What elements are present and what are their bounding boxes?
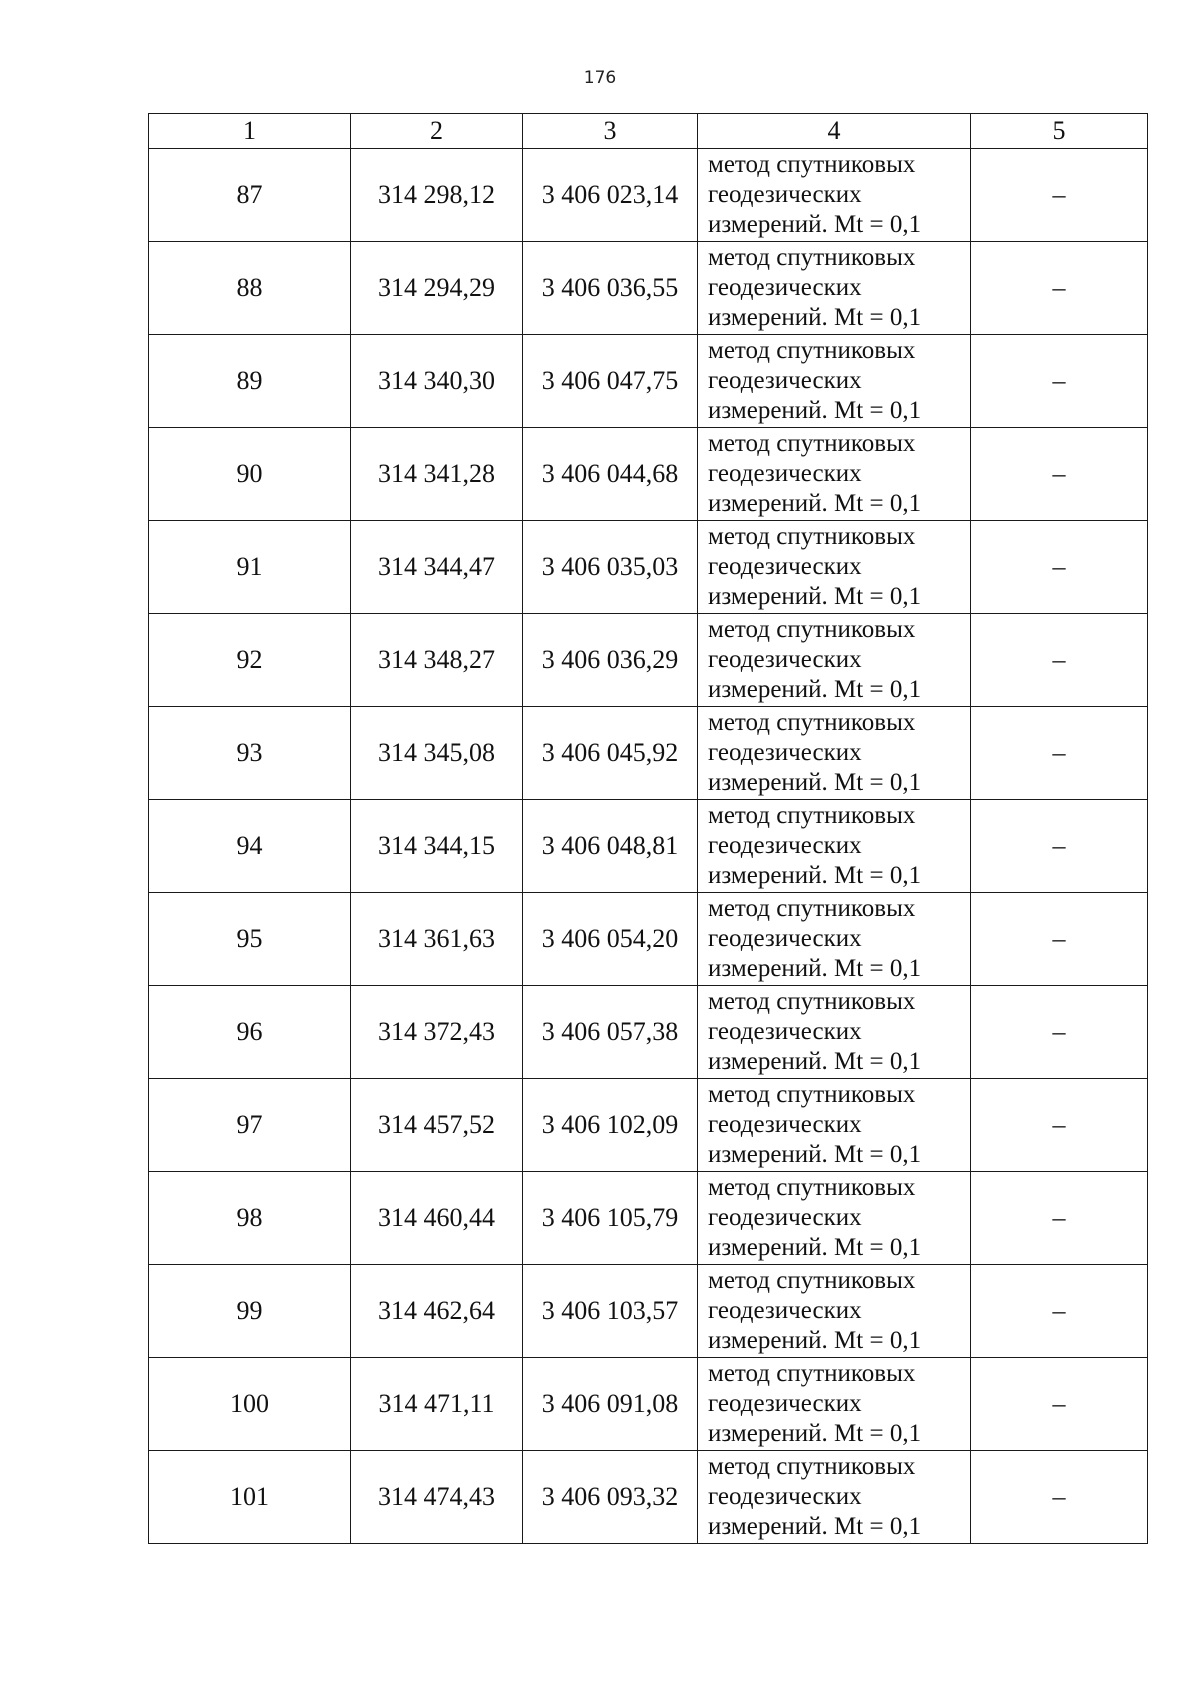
note-cell: –	[971, 428, 1148, 521]
point-number-cell: 92	[149, 614, 351, 707]
method-line: геодезических	[708, 367, 862, 394]
method-line: метод спутниковых	[708, 1453, 916, 1480]
coordinate-x-cell: 314 298,12	[351, 149, 523, 242]
method-line: геодезических	[708, 553, 862, 580]
method-line: геодезических	[708, 832, 862, 859]
point-number-cell: 95	[149, 893, 351, 986]
header-cell-2: 2	[351, 114, 523, 149]
method-line: геодезических	[708, 1390, 862, 1417]
method-cell	[698, 614, 971, 707]
coordinate-y-cell: 3 406 044,68	[523, 428, 698, 521]
method-line: геодезических	[708, 1297, 862, 1324]
coordinate-x-cell: 314 341,28	[351, 428, 523, 521]
method-cell	[698, 1172, 971, 1265]
coordinate-x-cell: 314 361,63	[351, 893, 523, 986]
method-line: геодезических	[708, 1204, 862, 1231]
method-line: геодезических	[708, 460, 862, 487]
method-cell	[698, 1079, 971, 1172]
method-line: метод спутниковых	[708, 1174, 916, 1201]
table-row	[149, 1358, 1148, 1451]
table-row	[149, 800, 1148, 893]
method-line: измерений. Mt = 0,1	[708, 1048, 922, 1075]
method-cell	[698, 707, 971, 800]
method-line: геодезических	[708, 1111, 862, 1138]
coordinate-x-cell: 314 340,30	[351, 335, 523, 428]
method-cell	[698, 521, 971, 614]
coordinate-x-cell: 314 294,29	[351, 242, 523, 335]
coordinate-y-cell: 3 406 103,57	[523, 1265, 698, 1358]
page-number: 176	[583, 68, 617, 88]
point-number-cell: 87	[149, 149, 351, 242]
method-line: метод спутниковых	[708, 1360, 916, 1387]
point-number-cell: 98	[149, 1172, 351, 1265]
method-cell	[698, 893, 971, 986]
method-cell	[698, 1358, 971, 1451]
table-body	[149, 114, 1148, 1544]
table-row	[149, 149, 1148, 242]
coordinate-y-cell: 3 406 057,38	[523, 986, 698, 1079]
coordinate-y-cell: 3 406 091,08	[523, 1358, 698, 1451]
method-line: измерений. Mt = 0,1	[708, 769, 922, 796]
method-cell	[698, 428, 971, 521]
method-cell	[698, 242, 971, 335]
note-cell: –	[971, 1172, 1148, 1265]
header-cell-3: 3	[523, 114, 698, 149]
method-line: геодезических	[708, 1018, 862, 1045]
method-line: метод спутниковых	[708, 616, 916, 643]
table-row	[149, 707, 1148, 800]
table-row	[149, 986, 1148, 1079]
method-line: измерений. Mt = 0,1	[708, 955, 922, 982]
coordinate-y-cell: 3 406 093,32	[523, 1451, 698, 1544]
coordinate-y-cell: 3 406 045,92	[523, 707, 698, 800]
point-number-cell: 90	[149, 428, 351, 521]
method-line: геодезических	[708, 1483, 862, 1510]
note-cell: –	[971, 242, 1148, 335]
point-number-cell: 89	[149, 335, 351, 428]
table-row	[149, 1451, 1148, 1544]
method-line: геодезических	[708, 646, 862, 673]
method-line: измерений. Mt = 0,1	[708, 397, 922, 424]
point-number-cell: 88	[149, 242, 351, 335]
point-number-cell: 94	[149, 800, 351, 893]
method-line: метод спутниковых	[708, 802, 916, 829]
table-row	[149, 521, 1148, 614]
coordinate-x-cell: 314 345,08	[351, 707, 523, 800]
method-line: измерений. Mt = 0,1	[708, 583, 922, 610]
coordinate-x-cell: 314 474,43	[351, 1451, 523, 1544]
coordinate-y-cell: 3 406 023,14	[523, 149, 698, 242]
table-row	[149, 614, 1148, 707]
note-cell: –	[971, 1451, 1148, 1544]
method-cell	[698, 986, 971, 1079]
coordinates-table	[148, 113, 1148, 1544]
method-line: измерений. Mt = 0,1	[708, 211, 922, 238]
method-line: измерений. Mt = 0,1	[708, 1420, 922, 1447]
method-line: метод спутниковых	[708, 337, 916, 364]
method-line: метод спутниковых	[708, 1267, 916, 1294]
coordinate-x-cell: 314 348,27	[351, 614, 523, 707]
header-cell-1: 1	[149, 114, 351, 149]
method-line: метод спутниковых	[708, 244, 916, 271]
note-cell: –	[971, 149, 1148, 242]
note-cell: –	[971, 614, 1148, 707]
table-row	[149, 335, 1148, 428]
header-cell-5: 5	[971, 114, 1148, 149]
coordinate-y-cell: 3 406 036,55	[523, 242, 698, 335]
method-cell	[698, 1451, 971, 1544]
method-line: метод спутниковых	[708, 430, 916, 457]
coordinate-y-cell: 3 406 105,79	[523, 1172, 698, 1265]
header-cell-4: 4	[698, 114, 971, 149]
coordinate-y-cell: 3 406 048,81	[523, 800, 698, 893]
table-row	[149, 893, 1148, 986]
method-cell	[698, 149, 971, 242]
table-row	[149, 1172, 1148, 1265]
point-number-cell: 96	[149, 986, 351, 1079]
coordinate-y-cell: 3 406 047,75	[523, 335, 698, 428]
table-row	[149, 428, 1148, 521]
table-row	[149, 242, 1148, 335]
method-line: измерений. Mt = 0,1	[708, 1327, 922, 1354]
method-line: геодезических	[708, 739, 862, 766]
note-cell: –	[971, 1265, 1148, 1358]
coordinate-y-cell: 3 406 102,09	[523, 1079, 698, 1172]
method-line: измерений. Mt = 0,1	[708, 1513, 922, 1540]
table-header-row	[149, 114, 1148, 149]
coordinate-y-cell: 3 406 036,29	[523, 614, 698, 707]
method-cell	[698, 335, 971, 428]
coordinate-x-cell: 314 344,15	[351, 800, 523, 893]
note-cell: –	[971, 521, 1148, 614]
coordinate-x-cell: 314 471,11	[351, 1358, 523, 1451]
method-line: метод спутниковых	[708, 988, 916, 1015]
point-number-cell: 93	[149, 707, 351, 800]
method-line: метод спутниковых	[708, 709, 916, 736]
method-line: измерений. Mt = 0,1	[708, 490, 922, 517]
coordinate-x-cell: 314 372,43	[351, 986, 523, 1079]
method-line: метод спутниковых	[708, 151, 916, 178]
note-cell: –	[971, 893, 1148, 986]
method-line: измерений. Mt = 0,1	[708, 1234, 922, 1261]
method-cell	[698, 1265, 971, 1358]
coordinate-y-cell: 3 406 054,20	[523, 893, 698, 986]
table-row	[149, 1265, 1148, 1358]
method-line: геодезических	[708, 181, 862, 208]
method-line: геодезических	[708, 274, 862, 301]
method-line: измерений. Mt = 0,1	[708, 862, 922, 889]
point-number-cell: 97	[149, 1079, 351, 1172]
method-line: геодезических	[708, 925, 862, 952]
note-cell: –	[971, 707, 1148, 800]
point-number-cell: 100	[149, 1358, 351, 1451]
method-line: измерений. Mt = 0,1	[708, 676, 922, 703]
coordinate-x-cell: 314 462,64	[351, 1265, 523, 1358]
coordinate-x-cell: 314 344,47	[351, 521, 523, 614]
point-number-cell: 91	[149, 521, 351, 614]
note-cell: –	[971, 986, 1148, 1079]
note-cell: –	[971, 1358, 1148, 1451]
method-line: измерений. Mt = 0,1	[708, 304, 922, 331]
method-line: метод спутниковых	[708, 523, 916, 550]
note-cell: –	[971, 800, 1148, 893]
note-cell: –	[971, 335, 1148, 428]
method-cell	[698, 800, 971, 893]
table-row	[149, 1079, 1148, 1172]
note-cell: –	[971, 1079, 1148, 1172]
coordinate-y-cell: 3 406 035,03	[523, 521, 698, 614]
method-line: измерений. Mt = 0,1	[708, 1141, 922, 1168]
method-line: метод спутниковых	[708, 1081, 916, 1108]
method-line: метод спутниковых	[708, 895, 916, 922]
point-number-cell: 99	[149, 1265, 351, 1358]
point-number-cell: 101	[149, 1451, 351, 1544]
coordinate-x-cell: 314 457,52	[351, 1079, 523, 1172]
coordinate-x-cell: 314 460,44	[351, 1172, 523, 1265]
